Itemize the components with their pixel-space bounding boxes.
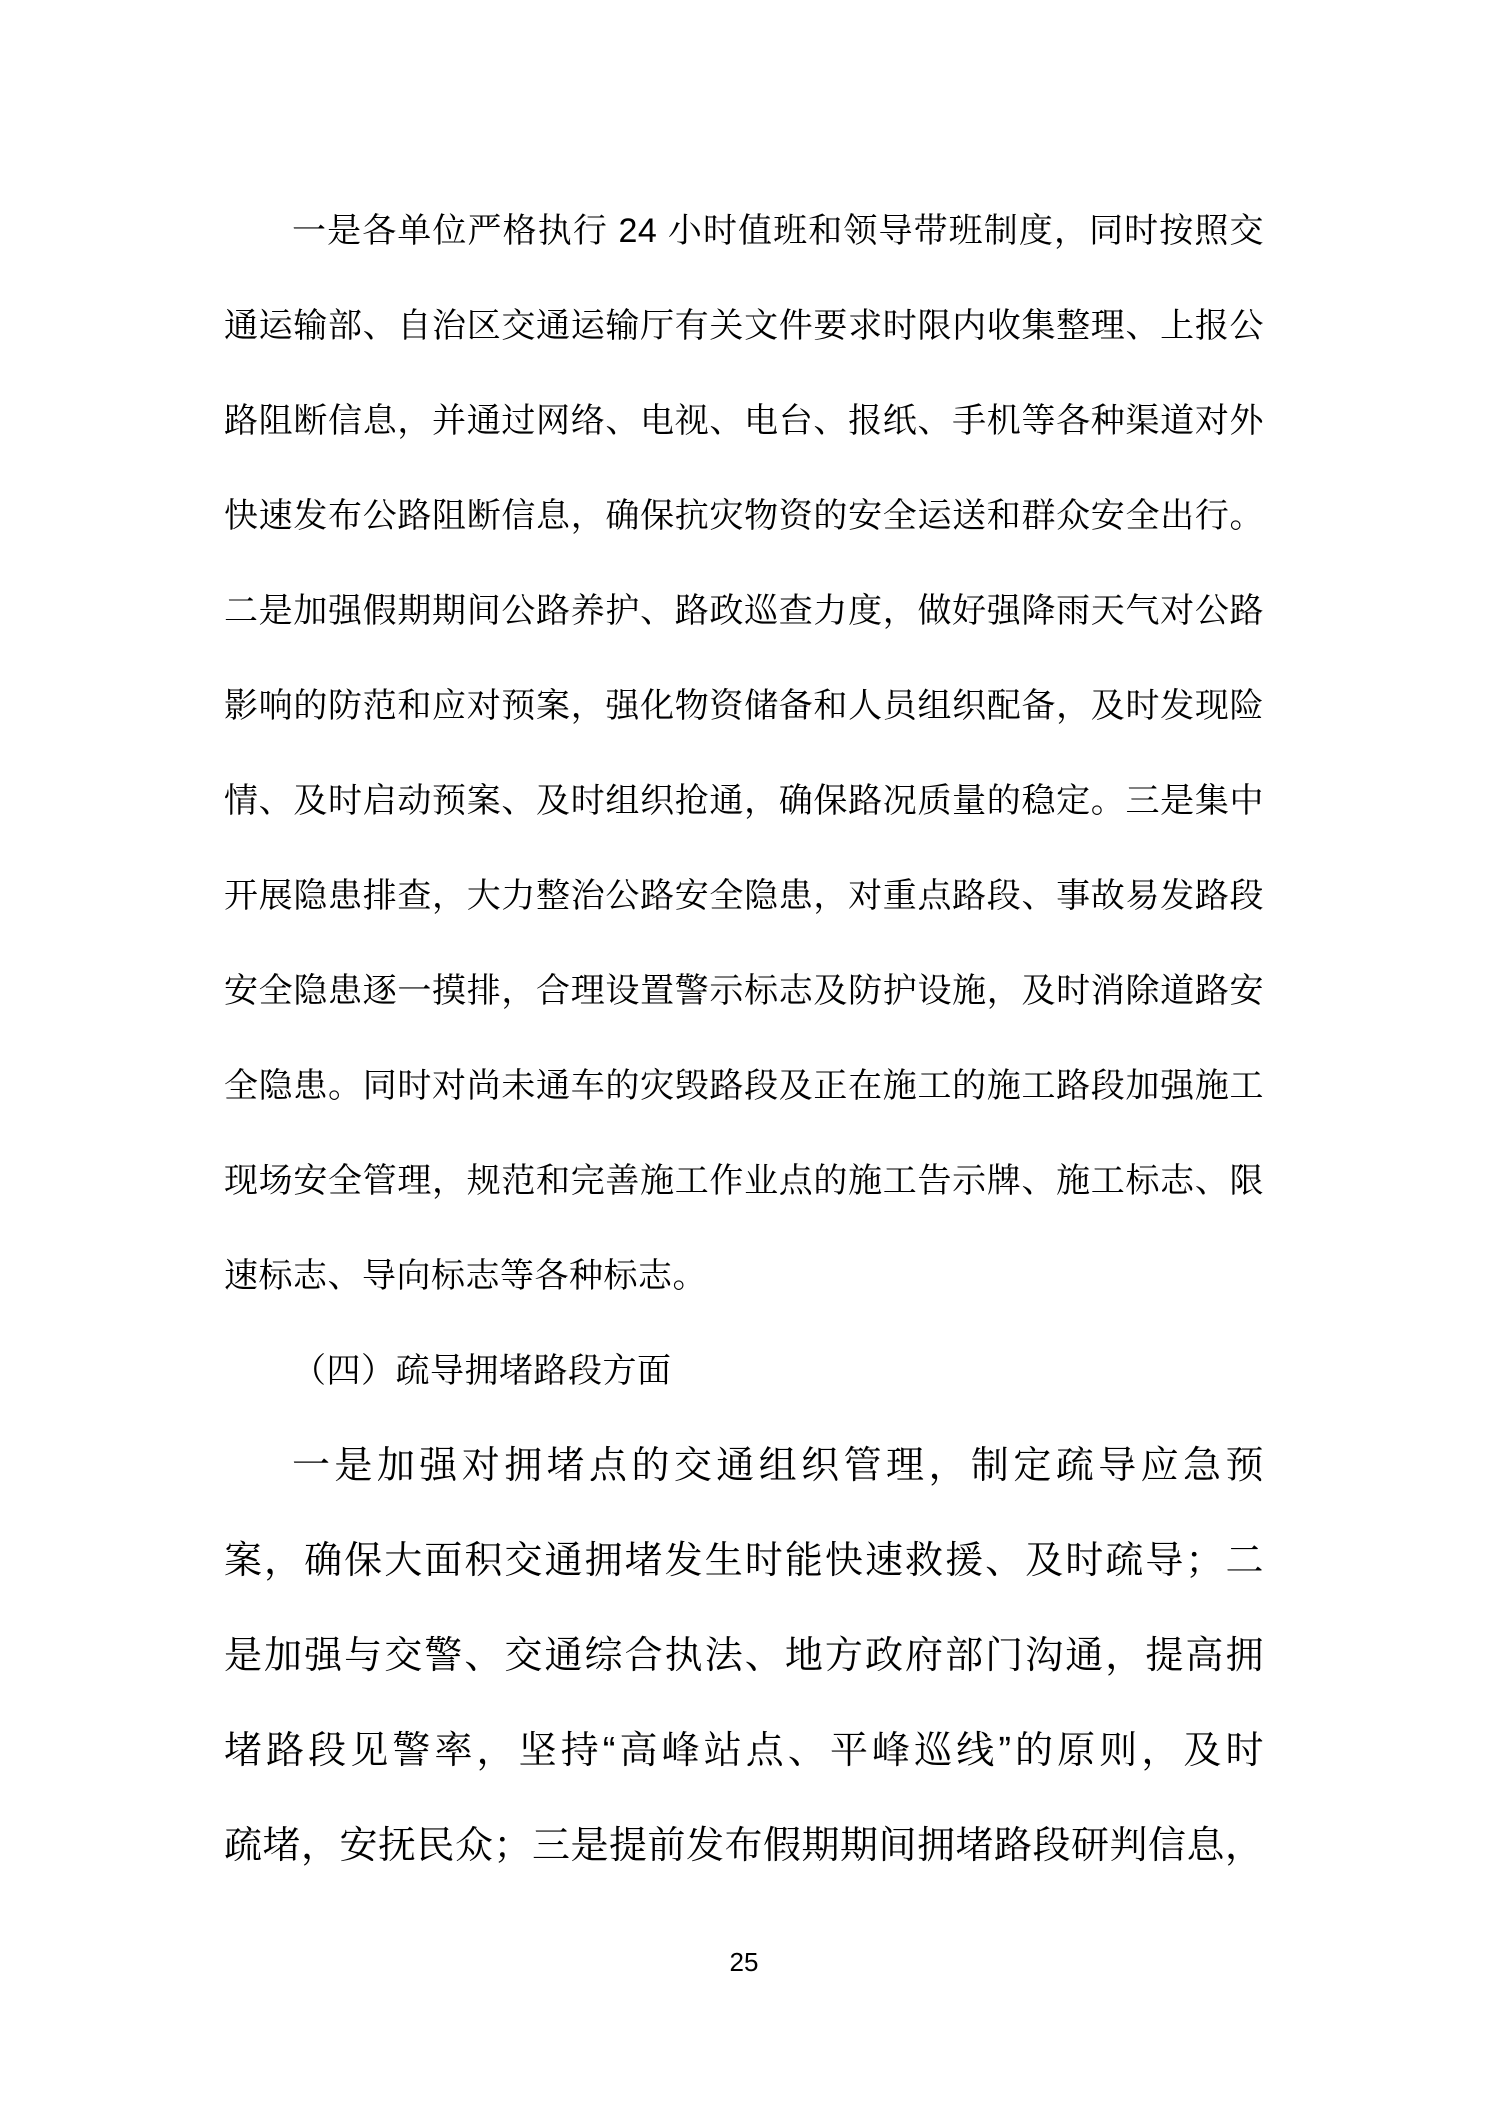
text-line: 开展隐患排查，大力整治公路安全隐患，对重点路段、事故易发路段 — [224, 877, 1264, 915]
text-line: 路阻断信息，并通过网络、电视、电台、报纸、手机等各种渠道对外 — [224, 402, 1264, 440]
text-line: 疏堵，安抚民众；三是提前发布假期期间拥堵路段研判信息， — [224, 1825, 1264, 1867]
text-line: 通运输部、自治区交通运输厅有关文件要求时限内收集整理、上报公 — [224, 307, 1264, 345]
text-line: 全隐患。同时对尚未通车的灾毁路段及正在施工的施工路段加强施工 — [224, 1067, 1264, 1105]
text-line: 一是各单位严格执行 24 小时值班和领导带班制度，同时按照交 — [292, 212, 1264, 250]
paragraph — [224, 184, 1264, 1324]
text-line: 安全隐患逐一摸排，合理设置警示标志及防护设施，及时消除道路安 — [224, 972, 1264, 1010]
text-line: 影响的防范和应对预案，强化物资储备和人员组织配备，及时发现险 — [224, 687, 1264, 725]
text-line: 是加强与交警、交通综合执法、地方政府部门沟通，提高拥 — [224, 1635, 1264, 1677]
text-line: 二是加强假期期间公路养护、路政巡查力度，做好强降雨天气对公路 — [224, 592, 1264, 630]
text-line: （四）疏导拥堵路段方面 — [292, 1352, 672, 1390]
page-number: 25 — [729, 1947, 759, 1977]
page-footer — [0, 1944, 1488, 1980]
text-line: 情、及时启动预案、及时组织抢通，确保路况质量的稳定。三是集中 — [224, 782, 1264, 820]
text-line: 堵路段见警率，坚持“高峰站点、平峰巡线”的原则，及时 — [224, 1730, 1264, 1772]
paragraph — [224, 1324, 1264, 1419]
text-line: 速标志、导向标志等各种标志。 — [224, 1257, 707, 1295]
paragraph — [224, 1419, 1264, 1894]
text-line: 快速发布公路阻断信息，确保抗灾物资的安全运送和群众安全出行。 — [224, 497, 1264, 535]
document-body — [224, 184, 1264, 1894]
text-line: 一是加强对拥堵点的交通组织管理，制定疏导应急预 — [292, 1445, 1264, 1487]
text-line: 现场安全管理，规范和完善施工作业点的施工告示牌、施工标志、限 — [224, 1162, 1264, 1200]
text-line: 案，确保大面积交通拥堵发生时能快速救援、及时疏导；二 — [224, 1540, 1264, 1582]
